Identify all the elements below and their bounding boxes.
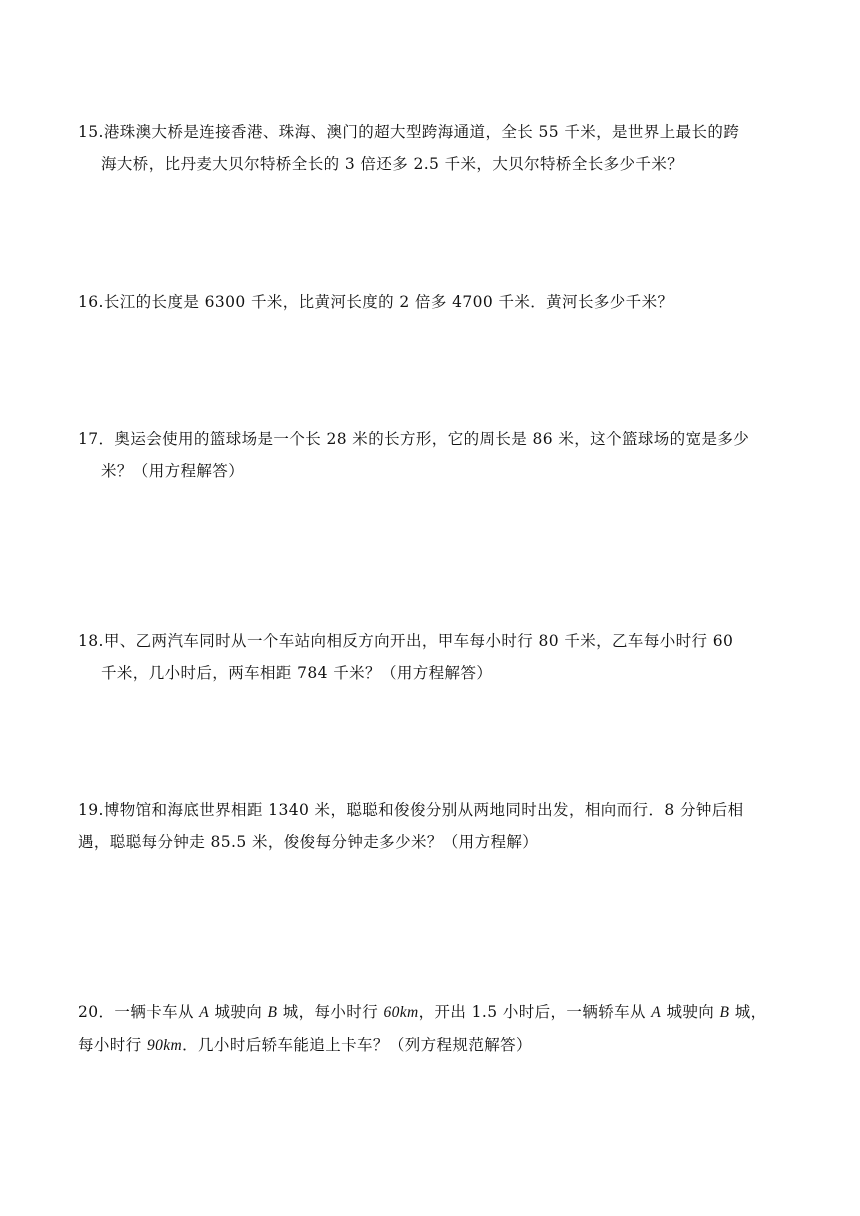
q20-text-c: 城，每小时行: [277, 1003, 384, 1021]
question-18-line-1: 18.甲、乙两汽车同时从一个车站向相反方向开出，甲车每小时行 80 千米，乙车每小时行 60: [78, 632, 734, 650]
q20-text-f: 城，: [729, 1003, 767, 1021]
question-20: [78, 996, 784, 1062]
question-15: [78, 116, 784, 180]
question-18-line-2: 千米，几小时后，两车相距 784 千米？（用方程解答）: [101, 664, 493, 682]
question-15-line-1: 15.港珠澳大桥是连接香港、珠海、澳门的超大型跨海通道，全长 55 千米，是世界上最长的跨: [78, 123, 740, 141]
q20-text-e: 城驶向: [661, 1003, 720, 1021]
question-16-line-1: 16.长江的长度是 6300 千米，比黄河长度的 2 倍多 4700 千米．黄河长多少千米？: [78, 293, 674, 311]
q20-city-a-2: A: [651, 1004, 662, 1021]
q20-text-b: 城驶向: [209, 1003, 268, 1021]
question-17-line-1: 17．奥运会使用的篮球场是一个长 28 米的长方形，它的周长是 86 米，这个篮球场的宽是多少: [78, 430, 750, 448]
q20-city-a: A: [199, 1004, 210, 1021]
question-15-line-2: 海大桥，比丹麦大贝尔特桥全长的 3 倍还多 2.5 千米，大贝尔特桥全长多少千米？: [101, 155, 684, 173]
q20-text-d: ，开出 1.5 小时后，一辆轿车从: [418, 1003, 652, 1021]
q20-city-b-2: B: [719, 1004, 730, 1021]
q20-city-b: B: [267, 1004, 278, 1021]
q20-speed-2: 90km: [146, 1037, 183, 1054]
question-18: [78, 625, 784, 689]
question-17: [78, 423, 784, 487]
question-17-line-2: 米？（用方程解答）: [101, 462, 245, 480]
question-19-line-1: 19.博物馆和海底世界相距 1340 米，聪聪和俊俊分别从两地同时出发，相向而行．8 分钟后相: [78, 801, 744, 819]
question-19-line-2: 遇，聪聪每分钟走 85.5 米，俊俊每分钟走多少米？（用方程解）: [78, 833, 539, 851]
q20-text-h: ．几小时后轿车能追上卡车？（列方程规范解答）: [182, 1036, 532, 1054]
question-16: [78, 286, 784, 318]
question-19: [78, 794, 784, 858]
q20-text-a: 20．一辆卡车从: [78, 1003, 200, 1021]
q20-speed-1: 60km: [383, 1004, 419, 1021]
question-20-line-2: [78, 1029, 784, 1062]
question-20-line-1: [78, 996, 784, 1029]
q20-text-g: 每小时行: [78, 1036, 147, 1054]
